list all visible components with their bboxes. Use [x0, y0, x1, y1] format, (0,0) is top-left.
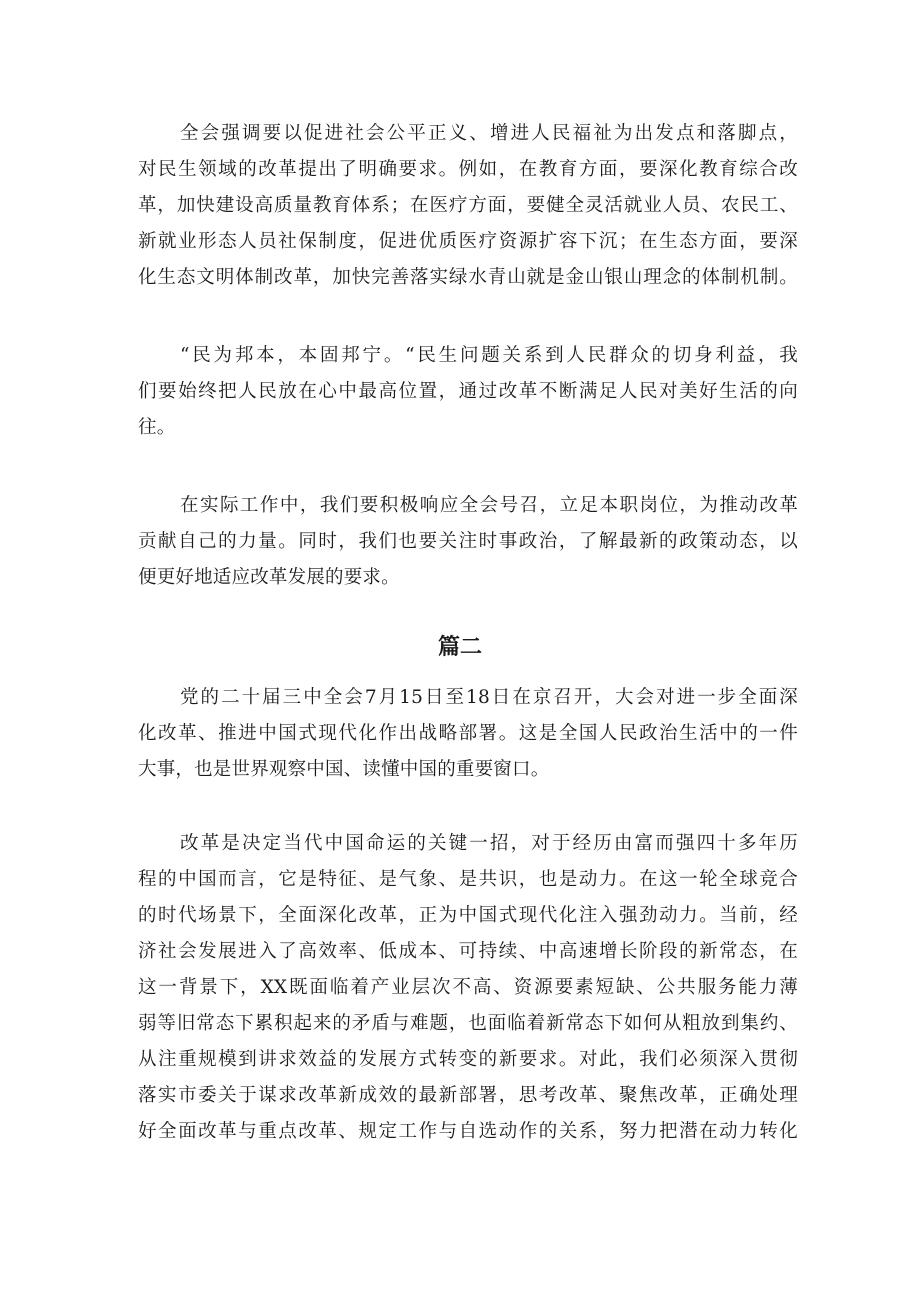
paragraph-line: 革，加快建设高质量教育体系；在医疗方面，要健全灵活就业人员、农民工、: [138, 195, 798, 216]
paragraph-line: 程的中国而言，它是特征、是气象、是共识，也是动力。在这一轮全球竞合: [138, 869, 798, 890]
paragraph-line: 新就业形态人员社保制度，促进优质医疗资源扩容下沉；在生态方面，要深: [138, 231, 798, 252]
paragraph-line: 好全面改革与重点改革、规定工作与自选动作的关系，努力把潜在动力转化: [138, 1121, 798, 1142]
paragraph-line: 济社会发展进入了高效率、低成本、可持续、中高速增长阶段的新常态，在: [138, 941, 798, 962]
paragraph-line: 化生态文明体制改革，加快完善落实绿水青山就是金山银山理念的体制机制。: [138, 267, 798, 288]
paragraph-line: 改革是决定当代中国命运的关键一招，对于经历由富而强四十多年历: [180, 833, 798, 854]
paragraph-line: 便更好地适应改革发展的要求。: [138, 567, 400, 588]
paragraph-line: 全会强调要以促进社会公平正义、增进人民福祉为出发点和落脚点，: [180, 123, 798, 144]
paragraph-line: 化改革、推进中国式现代化作出战略部署。这是全国人民政治生活中的一件: [138, 723, 798, 744]
paragraph-line: 的时代场景下，全面深化改革，正为中国式现代化注入强劲动力。当前，经: [138, 905, 798, 926]
paragraph-line: 大事，也是世界观察中国、读懂中国的重要窗口。: [138, 759, 550, 780]
paragraph-line: 从注重规模到讲求效益的发展方式转变的新要求。对此，我们必须深入贯彻: [138, 1049, 798, 1070]
paragraph-line: 党的二十届三中全会7月15日至18日在京召开，大会对进一步全面深: [180, 687, 798, 708]
section-heading: 篇二: [437, 635, 482, 660]
paragraph-line: 对民生领域的改革提出了明确要求。例如，在教育方面，要深化教育综合改: [138, 159, 798, 180]
paragraph-line: 弱等旧常态下累积起来的矛盾与难题，也面临着新常态下如何从粗放到集约、: [138, 1013, 798, 1034]
paragraph-line: 这一背景下，XX既面临着产业层次不高、资源要素短缺、公共服务能力薄: [138, 977, 798, 998]
paragraph-line: 贡献自己的力量。同时，我们也要关注时事政治，了解最新的政策动态，以: [138, 531, 798, 552]
paragraph-line: 们要始终把人民放在心中最高位置，通过改革不断满足人民对美好生活的向: [138, 381, 798, 402]
paragraph-line: 落实市委关于谋求改革新成效的最新部署，思考改革、聚焦改革，正确处理: [138, 1085, 798, 1106]
paragraph-line: 往。: [138, 417, 176, 438]
paragraph-line: “民为邦本，本固邦宁。“民生问题关系到人民群众的切身利益，我: [180, 345, 798, 366]
paragraph-line: 在实际工作中，我们要积极响应全会号召，立足本职岗位，为推动改革: [180, 495, 798, 516]
